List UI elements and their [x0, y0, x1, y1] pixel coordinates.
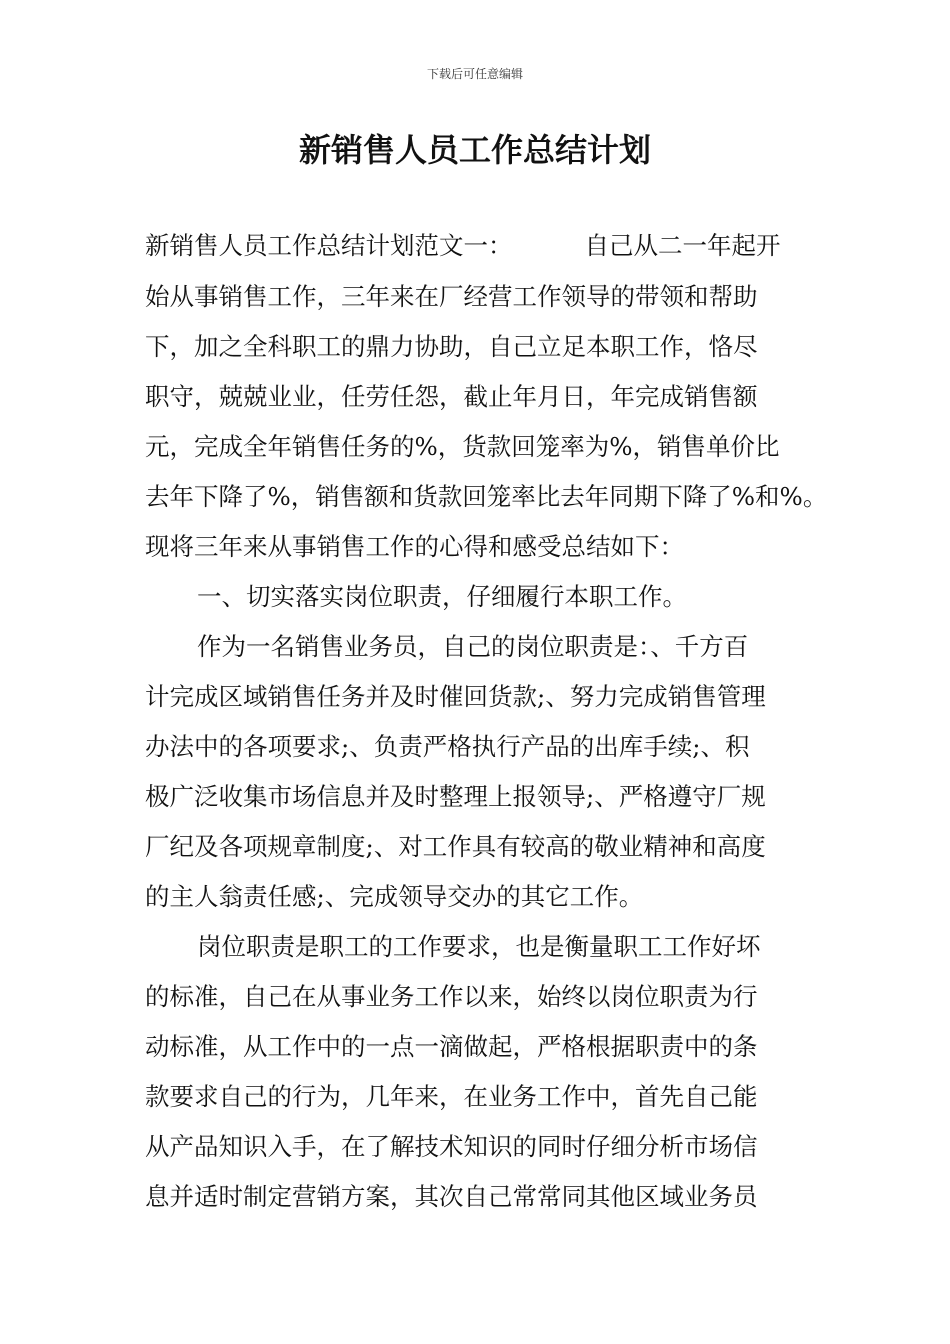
body-line: 款要求自己的行为，几年来，在业务工作中，首先自己能	[145, 1082, 758, 1111]
body-line: 现将三年来从事销售工作的心得和感受总结如下：	[145, 532, 684, 561]
intro-start: 自己从二一年起开	[584, 231, 781, 260]
intro-label: 新销售人员工作总结计划范文一：	[145, 231, 513, 260]
header-note: 下载后可任意编辑	[426, 67, 523, 81]
body-line: 去年下降了%，销售额和货款回笼率比去年同期下降了%和%。	[145, 482, 828, 511]
body-line: 办法中的各项要求;、负责严格执行产品的出库手续;、积	[145, 732, 750, 761]
body-line: 作为一名销售业务员，自己的岗位职责是：、千方百	[197, 632, 749, 661]
body-line: 从产品知识入手，在了解技术知识的同时仔细分析市场信	[145, 1132, 758, 1161]
body-line: 下，加之全科职工的鼎力协助，自己立足本职工作，恪尽	[145, 332, 758, 361]
body-line: 动标准，从工作中的一点一滴做起，严格根据职责中的条	[145, 1032, 758, 1061]
body-line: 厂纪及各项规章制度;、对工作具有较高的敬业精神和高度	[145, 832, 766, 861]
body-line: 息并适时制定营销方案，其次自己常常同其他区域业务员	[145, 1182, 758, 1211]
body-line: 计完成区域销售任务并及时催回货款;、努力完成销售管理	[145, 682, 766, 711]
body-line: 的标准，自己在从事业务工作以来，始终以岗位职责为行	[145, 982, 758, 1011]
body-line	[145, 230, 781, 262]
body-line: 始从事销售工作，三年来在厂经营工作领导的带领和帮助	[145, 282, 758, 311]
section-heading: 一、切实落实岗位职责，仔细履行本职工作。	[197, 582, 687, 611]
body-line: 岗位职责是职工的工作要求，也是衡量职工工作好坏	[197, 932, 761, 961]
body-line: 元，完成全年销售任务的%，货款回笼率为%，销售单价比	[145, 432, 780, 461]
body-line: 的主人翁责任感;、完成领导交办的其它工作。	[145, 882, 644, 911]
body-line: 职守，兢兢业业，任劳任怨，截止年月日，年完成销售额	[145, 382, 758, 411]
body-line: 极广泛收集市场信息并及时整理上报领导;、严格遵守厂规	[145, 782, 766, 811]
document-title: 新销售人员工作总结计划	[298, 131, 651, 169]
